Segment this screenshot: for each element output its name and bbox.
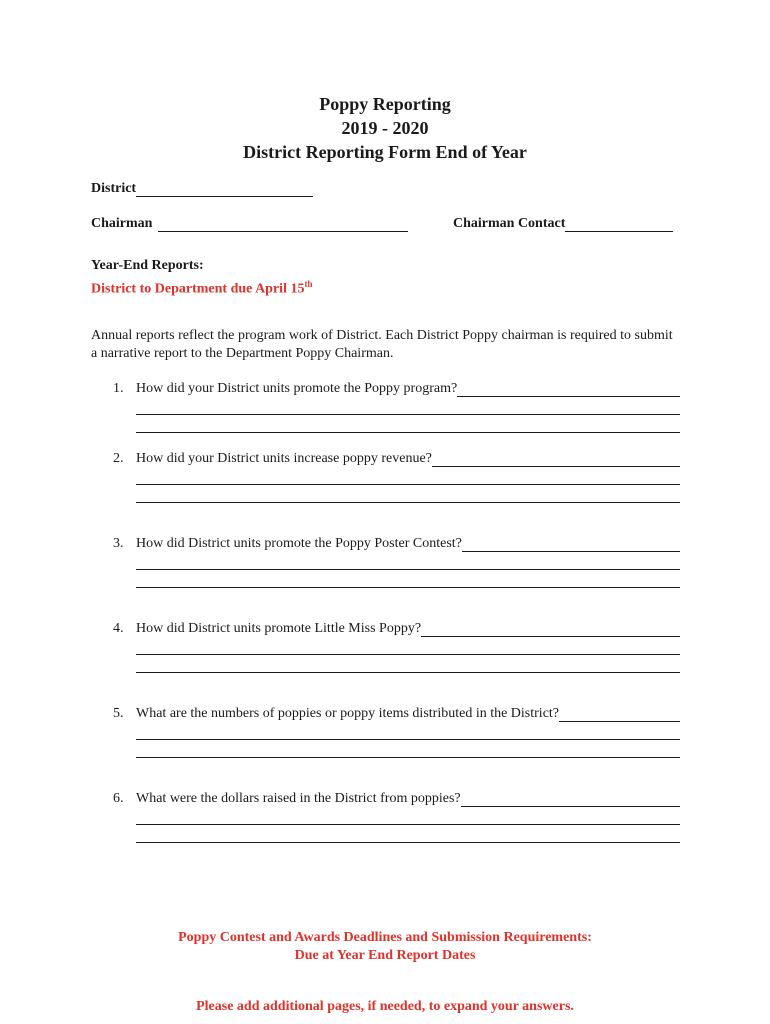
chairman-input-line[interactable] bbox=[158, 217, 408, 232]
answer-line[interactable] bbox=[136, 570, 680, 588]
year-end-reports-heading: Year-End Reports: bbox=[91, 258, 204, 273]
additional-pages-notice: Please add additional pages, if needed, to expand your answers. bbox=[196, 999, 574, 1014]
answer-line[interactable] bbox=[136, 552, 680, 570]
answer-line[interactable] bbox=[136, 722, 680, 740]
question-text: How did your District units increase poppy revenue? bbox=[136, 451, 432, 466]
form-year: 2019 - 2020 bbox=[341, 118, 429, 138]
deadlines-line-1: Poppy Contest and Awards Deadlines and Submission Requirements: bbox=[178, 930, 592, 945]
question-number: 1. bbox=[113, 381, 124, 396]
question-number: 6. bbox=[113, 791, 124, 806]
answer-line[interactable] bbox=[136, 415, 680, 433]
answer-line[interactable] bbox=[136, 485, 680, 503]
intro-paragraph: Annual reports reflect the program work of District. Each District Poppy chairman is required to submit a narrative report to the Department Poppy Chairman. bbox=[91, 328, 673, 361]
question-number: 4. bbox=[113, 621, 124, 636]
due-date-suffix: th bbox=[304, 279, 313, 289]
answer-line[interactable] bbox=[559, 707, 680, 722]
question-text: What were the dollars raised in the District from poppies? bbox=[136, 791, 461, 806]
answer-line[interactable] bbox=[136, 740, 680, 758]
due-date-text: District to Department due April 15 bbox=[91, 281, 305, 297]
question-text: How did District units promote Little Miss Poppy? bbox=[136, 621, 422, 636]
question-item bbox=[113, 534, 680, 588]
answer-line[interactable] bbox=[421, 622, 680, 637]
form-header bbox=[0, 92, 770, 164]
chairman-label: Chairman bbox=[91, 216, 153, 231]
district-field-row bbox=[91, 181, 313, 197]
answer-line[interactable] bbox=[462, 537, 680, 552]
question-number: 2. bbox=[113, 451, 124, 466]
district-input-line[interactable] bbox=[136, 182, 313, 197]
question-number: 3. bbox=[113, 536, 124, 551]
question-item bbox=[113, 619, 680, 673]
answer-line[interactable] bbox=[136, 637, 680, 655]
question-text: How did your District units promote the Poppy program? bbox=[136, 381, 458, 396]
form-subtitle: District Reporting Form End of Year bbox=[243, 142, 527, 162]
due-date-notice bbox=[91, 275, 312, 299]
chairman-field-row bbox=[91, 216, 408, 232]
district-label: District bbox=[91, 181, 137, 196]
answer-line[interactable] bbox=[432, 452, 680, 467]
answer-line[interactable] bbox=[457, 382, 680, 397]
answer-line[interactable] bbox=[136, 807, 680, 825]
year-end-reports-section bbox=[91, 257, 312, 299]
deadlines-line-2: Due at Year End Report Dates bbox=[294, 948, 476, 963]
answer-line[interactable] bbox=[461, 792, 680, 807]
deadlines-notice bbox=[0, 929, 770, 965]
question-item bbox=[113, 449, 680, 503]
question-text: How did District units promote the Poppy Poster Contest? bbox=[136, 536, 462, 551]
answer-line[interactable] bbox=[136, 825, 680, 843]
chairman-contact-field-row bbox=[453, 216, 673, 232]
question-item bbox=[113, 704, 680, 758]
chairman-contact-input-line[interactable] bbox=[565, 217, 673, 232]
form-title: Poppy Reporting bbox=[319, 94, 451, 114]
chairman-contact-label: Chairman Contact bbox=[453, 216, 566, 231]
question-item bbox=[113, 379, 680, 433]
answer-line[interactable] bbox=[136, 467, 680, 485]
answer-line[interactable] bbox=[136, 397, 680, 415]
question-number: 5. bbox=[113, 706, 124, 721]
question-text: What are the numbers of poppies or poppy items distributed in the District? bbox=[136, 706, 560, 721]
question-item bbox=[113, 789, 680, 843]
answer-line[interactable] bbox=[136, 655, 680, 673]
